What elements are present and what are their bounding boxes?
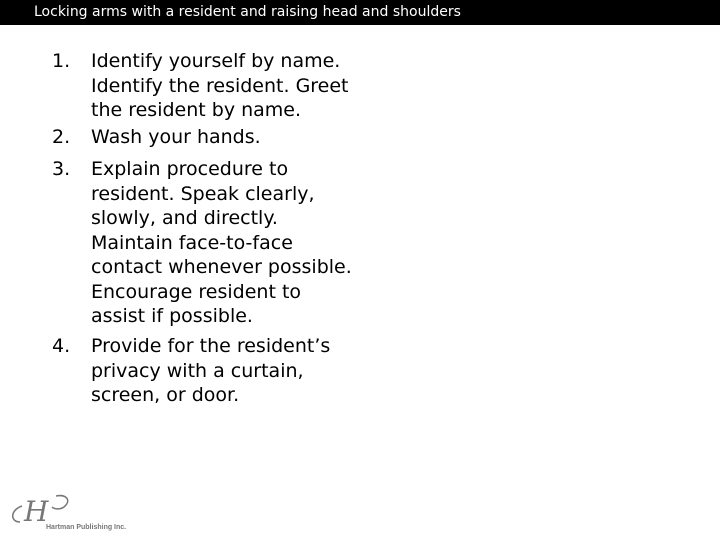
logo-monogram: H (24, 495, 49, 528)
step-text (91, 125, 391, 150)
step-line: Provide for the resident’s (91, 335, 331, 357)
step-line: Maintain face-to-face (91, 231, 293, 254)
step-line: Identify the resident. Greet (91, 74, 349, 97)
step-line: the resident by name. (91, 99, 302, 121)
hartman-logo (6, 492, 127, 532)
step-line: slowly, and directly. (91, 207, 278, 229)
step-line: assist if possible. (91, 305, 253, 327)
step-line: contact whenever possible. (91, 256, 352, 278)
slide-title: Locking arms with a resident and raising head and shoulders (34, 4, 461, 20)
step-line: Identify yourself by name. (91, 50, 341, 72)
step-number: 3. (52, 158, 71, 180)
step-line: Encourage resident to (91, 280, 302, 303)
step-line: Wash your hands. (91, 126, 261, 148)
step-line: screen, or door. (91, 384, 240, 406)
logo-text: Hartman Publishing Inc. (46, 524, 127, 531)
step-text (91, 49, 391, 123)
step-line: Explain procedure to (91, 158, 289, 180)
step-number: 1. (52, 50, 71, 72)
step-number: 2. (52, 126, 71, 148)
step-text (91, 157, 391, 329)
step-number: 4. (52, 335, 71, 357)
step-line: resident. Speak clearly, (91, 182, 315, 205)
step-text (91, 334, 391, 408)
step-line: privacy with a curtain, (91, 359, 304, 382)
